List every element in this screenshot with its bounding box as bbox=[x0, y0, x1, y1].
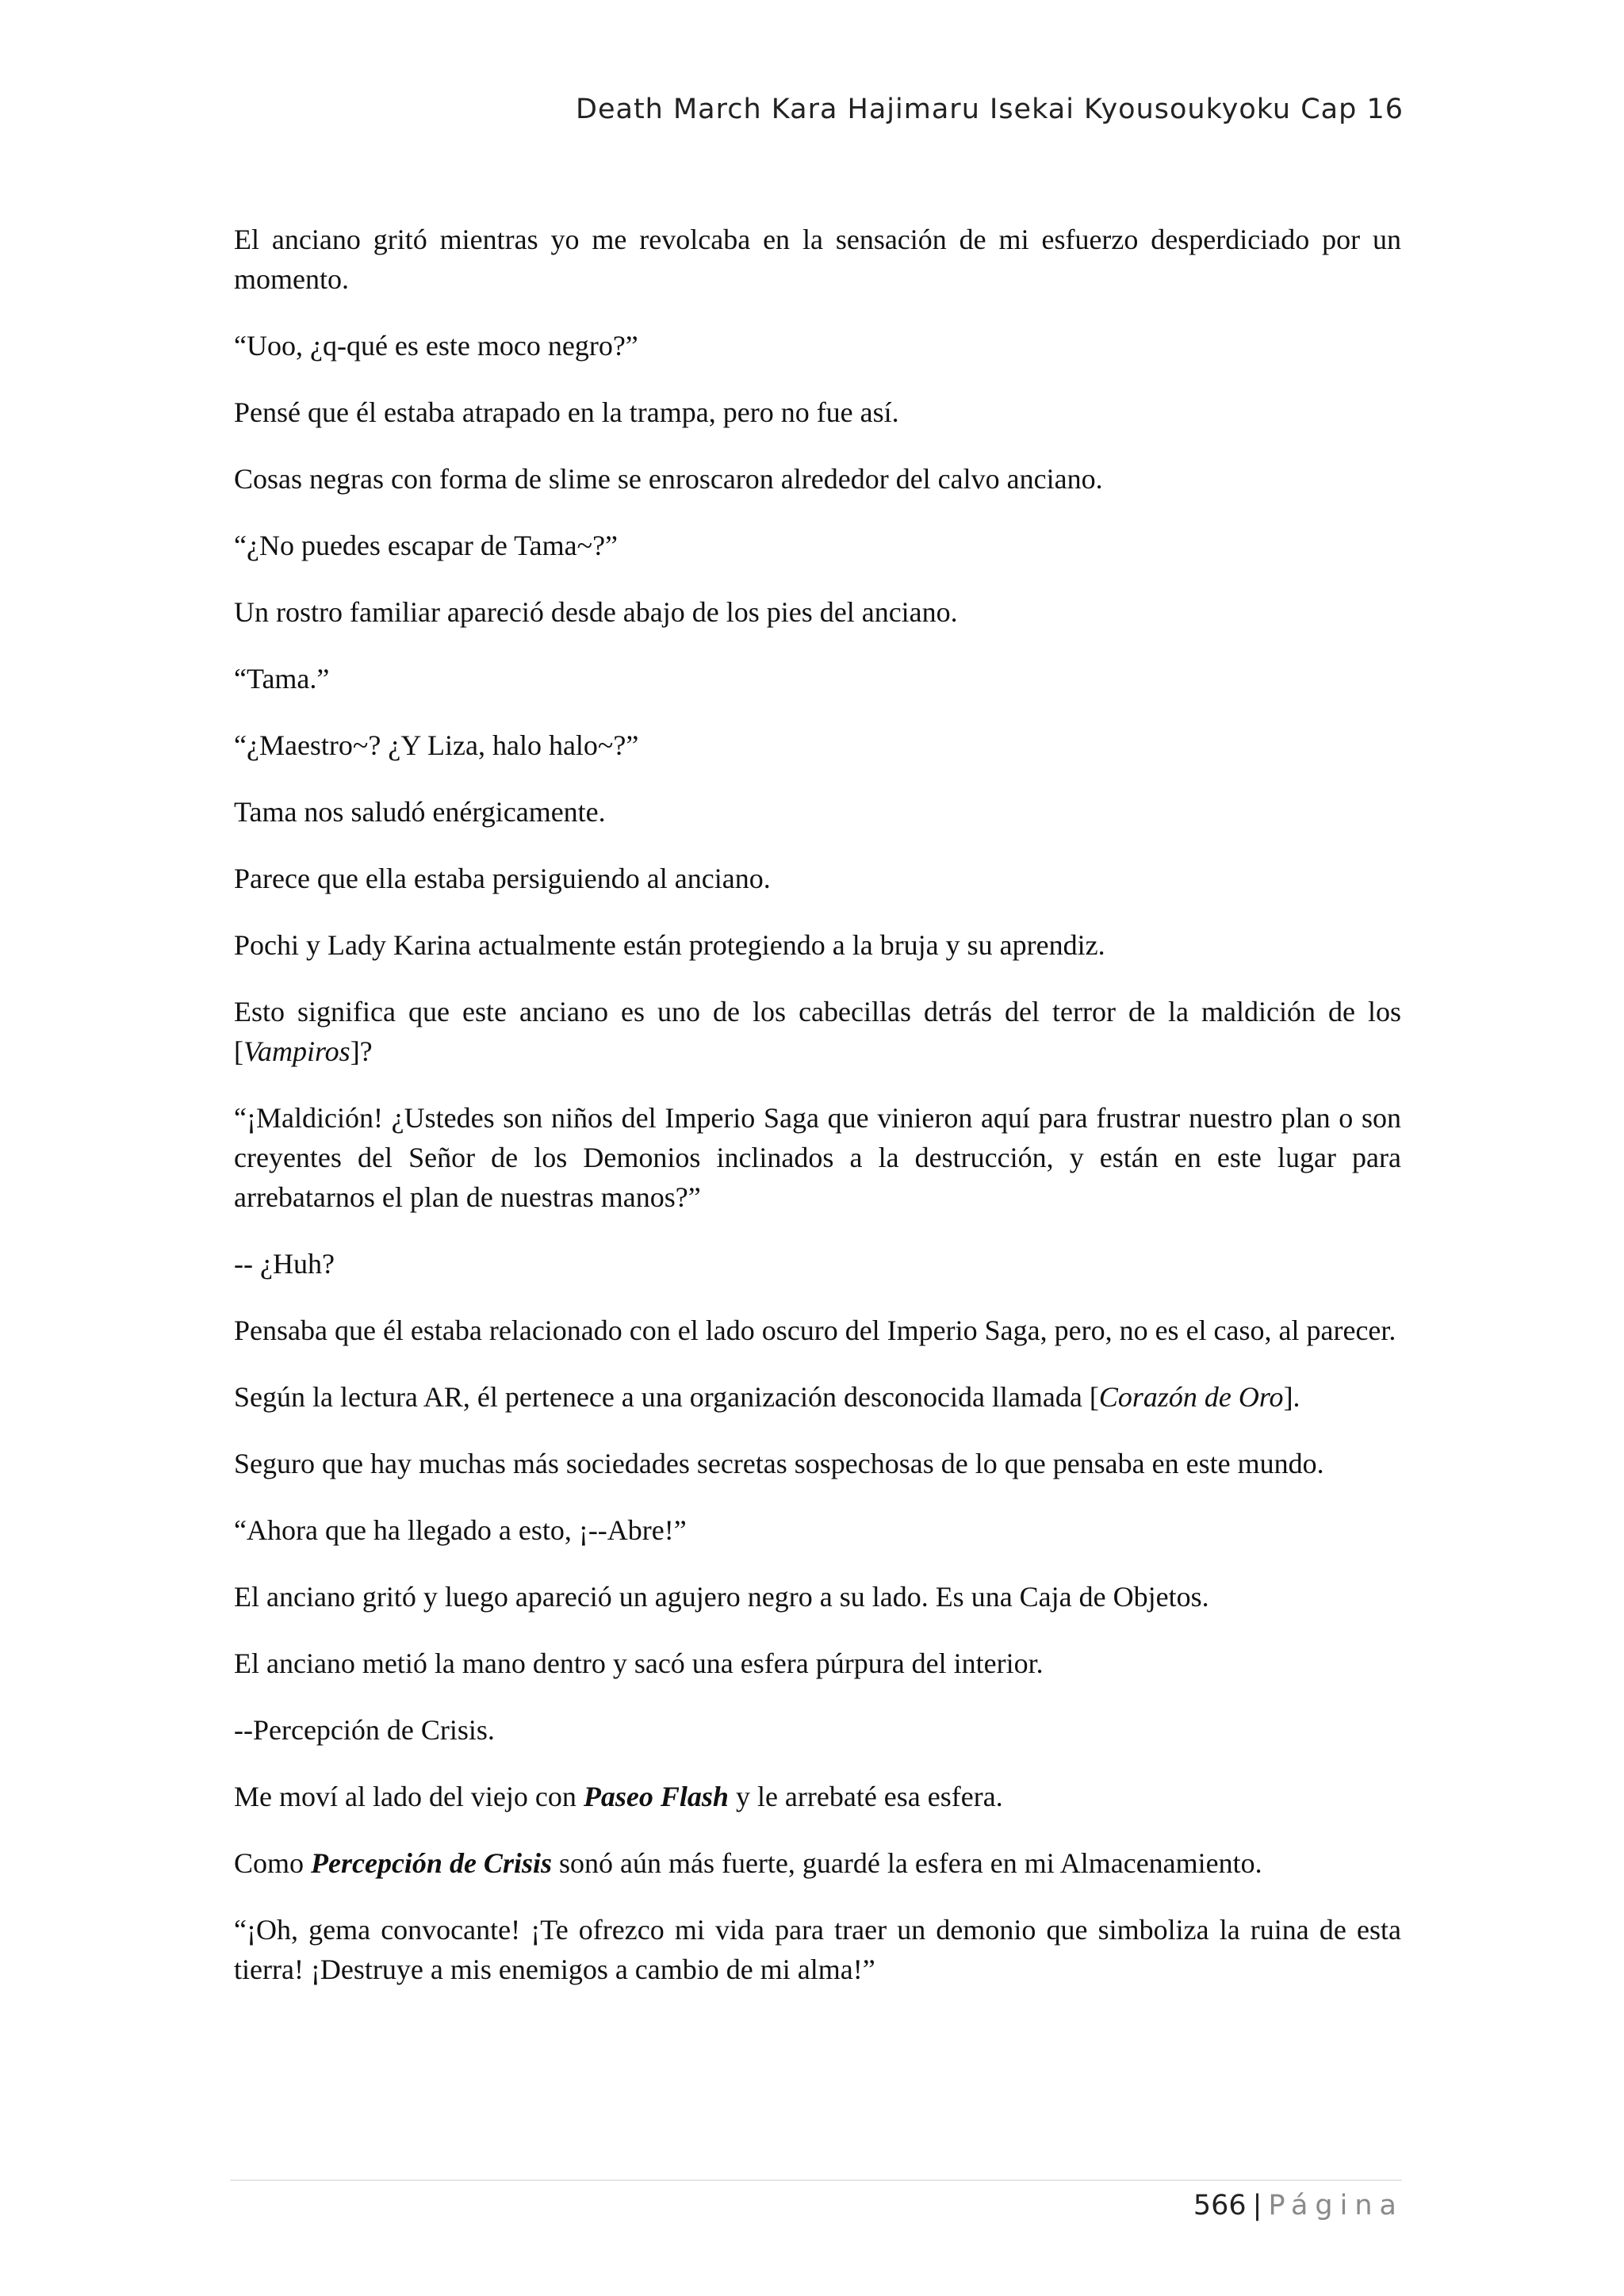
text-run: y le arrebaté esa esfera. bbox=[728, 1781, 1003, 1812]
paragraph: -- ¿Huh? bbox=[234, 1248, 335, 1280]
text-run: sonó aún más fuerte, guardé la esfera en mi Almacenamiento. bbox=[551, 1847, 1262, 1879]
paragraph: Un rostro familiar apareció desde abajo de los pies del anciano. bbox=[234, 596, 958, 628]
paragraph: Seguro que hay muchas más sociedades secretas sospechosas de lo que pensaba en este mundo. bbox=[234, 1448, 1324, 1479]
paragraph: Pensaba que él estaba relacionado con el lado oscuro del Imperio Saga, pero, no es el caso, al parecer. bbox=[234, 1314, 1396, 1346]
page-body bbox=[234, 220, 1401, 2016]
paragraph bbox=[234, 992, 1401, 1071]
paragraph: Parece que ella estaba persiguiendo al anciano. bbox=[234, 863, 771, 894]
italic-term: Corazón de Oro bbox=[1098, 1381, 1284, 1413]
text-run: Como bbox=[234, 1847, 312, 1879]
paragraph: Cosas negras con forma de slime se enroscaron alrededor del calvo anciano. bbox=[234, 463, 1103, 495]
italic-term: Vampiros bbox=[243, 1035, 350, 1067]
paragraph: --Percepción de Crisis. bbox=[234, 1714, 495, 1746]
paragraph: “¡Maldición! ¿Ustedes son niños del Imperio Saga que vinieron aquí para frustrar nuestro plan o son creyentes del Señor de los Demonios inclinados a la destrucción, y están en este lugar para arrebatarnos el plan de nuestras manos?” bbox=[234, 1102, 1401, 1213]
paragraph: “Tama.” bbox=[234, 663, 330, 695]
page-footer bbox=[1193, 2190, 1404, 2221]
paragraph: “¡Oh, gema convocante! ¡Te ofrezco mi vida para traer un demonio que simboliza la ruina de esta tierra! ¡Destruye a mis enemigos a cambio de mi alma!” bbox=[234, 1914, 1401, 1985]
paragraph: El anciano gritó mientras yo me revolcaba en la sensación de mi esfuerzo desperdiciado por un momento. bbox=[234, 224, 1401, 295]
paragraph bbox=[234, 1377, 1401, 1417]
paragraph: “¿No puedes escapar de Tama~?” bbox=[234, 530, 619, 561]
paragraph: El anciano metió la mano dentro y sacó una esfera púrpura del interior. bbox=[234, 1647, 1044, 1679]
paragraph bbox=[234, 1843, 1401, 1883]
paragraph: Tama nos saludó enérgicamente. bbox=[234, 796, 606, 828]
page-number: 566 bbox=[1193, 2190, 1247, 2221]
paragraph: Pochi y Lady Karina actualmente están protegiendo a la bruja y su aprendiz. bbox=[234, 929, 1105, 961]
paragraph: “Ahora que ha llegado a esto, ¡--Abre!” bbox=[234, 1514, 687, 1546]
bold-italic-term: Paseo Flash bbox=[583, 1781, 729, 1812]
paragraph: “¿Maestro~? ¿Y Liza, halo halo~?” bbox=[234, 729, 639, 761]
text-run: Me moví al lado del viejo con bbox=[234, 1781, 584, 1812]
page-label: Página bbox=[1268, 2190, 1404, 2221]
bold-italic-term: Percepción de Crisis bbox=[311, 1847, 552, 1879]
footer-separator: | bbox=[1252, 2190, 1262, 2221]
text-run: Esto significa que este anciano es uno de los cabecillas detrás del terror de la maldición de los [ bbox=[234, 996, 1401, 1067]
text-run: ]. bbox=[1283, 1381, 1300, 1413]
footer-divider bbox=[230, 2179, 1402, 2181]
paragraph: “Uoo, ¿q-qué es este moco negro?” bbox=[234, 330, 638, 362]
running-header: Death March Kara Hajimaru Isekai Kyousoukyoku Cap 16 bbox=[576, 94, 1404, 125]
paragraph: Pensé que él estaba atrapado en la trampa, pero no fue así. bbox=[234, 396, 899, 428]
text-run: ]? bbox=[350, 1035, 373, 1067]
text-run: Según la lectura AR, él pertenece a una organización desconocida llamada [ bbox=[234, 1381, 1099, 1413]
paragraph bbox=[234, 1777, 1401, 1816]
paragraph: El anciano gritó y luego apareció un agujero negro a su lado. Es una Caja de Objetos. bbox=[234, 1581, 1209, 1613]
